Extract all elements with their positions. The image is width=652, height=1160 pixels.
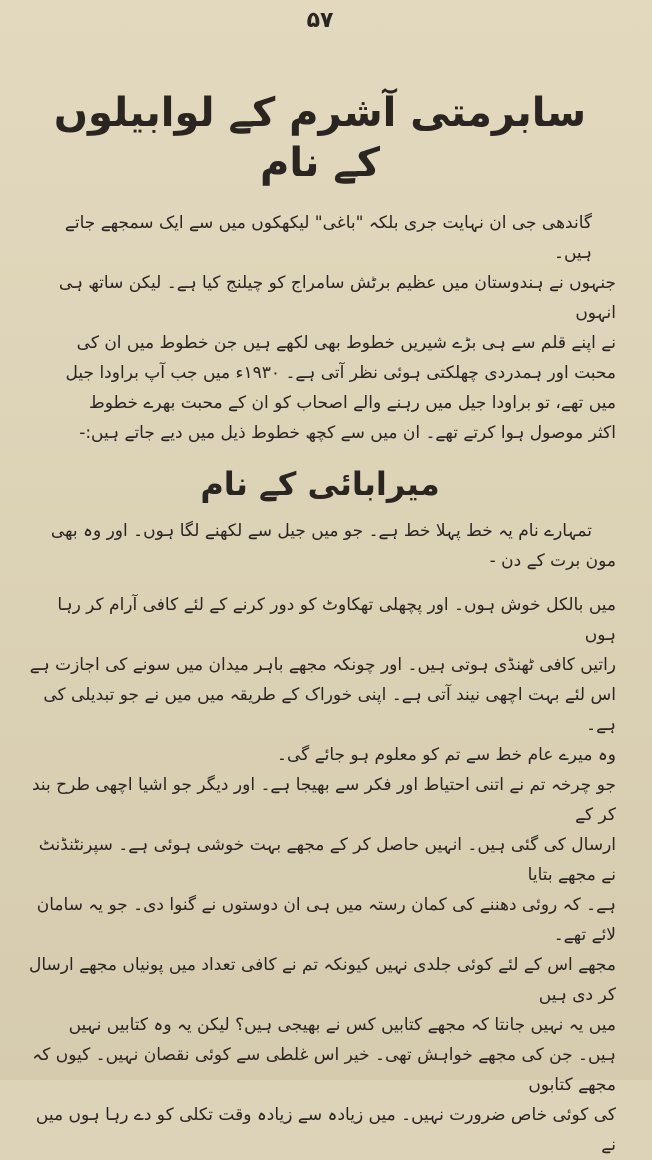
intro-line: نے اپنے قلم سے ہی بڑے شیریں خطوط بھی لکھے ہیں جن خطوط میں ان کی [76, 333, 616, 353]
letter-line: ہے۔ کہ روئی دھننے کی کمان رستہ میں ہی ان دوستوں نے گنوا دی۔ جو یہ سامان لائے تھے۔ [36, 895, 616, 945]
intro-line: اکثر موصول ہوا کرتے تھے۔ ان میں سے کچھ خطوط ذیل میں دیے جاتے ہیں:- [79, 423, 616, 443]
letter-line: میں بالکل خوش ہوں۔ اور پچھلی تھکاوٹ کو دور کرنے کے لئے کافی آرام کر رہا ہوں [57, 595, 616, 645]
letter-heading: میرابائی کے نام [200, 465, 440, 503]
letter-line: ہیں۔ جن کی مجھے خواہش تھی۔ خیر اس غلطی سے کوئی نقصان نہیں۔ کیوں کہ مجھے کتابوں [32, 1045, 616, 1095]
letter-line: مجھے اس کے لئے کوئی جلدی نہیں کیونکہ تم نے کافی تعداد میں پونیاں مجھے ارسال کر دی ہیں [29, 955, 616, 1005]
letter-body [24, 516, 616, 1160]
intro-line: گاندھی جی ان نہایت جری بلکہ "باغی" لیکھکوں میں سے ایک سمجھے جاتے ہیں۔ [64, 213, 592, 263]
letter-line: مون برت کے دن - [489, 551, 616, 571]
intro-line: میں تھے، تو براودا جیل میں رہنے والے اصحاب کو ان کے محبت بھرے خطوط [89, 393, 616, 413]
letter-line: کی کوئی خاص ضرورت نہیں۔ میں زیادہ سے زیادہ وقت تکلی کو دے رہا ہوں میں نے [35, 1105, 616, 1155]
letter-line: اس لئے بہت اچھی نیند آتی ہے۔ اپنی خوراک کے طریقہ میں میں نے جو تبدیلی کی ہے۔ [43, 685, 616, 735]
intro-paragraph [24, 208, 616, 448]
letter-line: ارسال کی گئی ہیں۔ انہیں حاصل کر کے مجھے بہت خوشی ہوئی ہے۔ سپرنٹنڈنٹ نے مجھے بتایا [38, 835, 616, 885]
intro-line: محبت اور ہمدردی چھلکتی ہوئی نظر آتی ہے۔ ۱۹۳۰ء میں جب آپ براودا جیل [65, 363, 616, 383]
letter-line: جو چرخہ تم نے اتنی احتیاط اور فکر سے بھیجا ہے۔ اور دیگر جو اشیا اچھی طرح بند کر کے [31, 775, 616, 825]
page-number: ۵۷ [306, 8, 334, 33]
letter-line: راتیں کافی ٹھنڈی ہوتی ہیں۔ اور چونکہ مجھے باہر میدان میں سونے کی اجازت ہے [29, 655, 616, 675]
page-title: سابرمتی آشرم کے لوابیلوں کے نام [53, 90, 587, 186]
letter-line: تمہارے نام یہ خط پہلا خط ہے۔ جو میں جیل سے لکھنے لگا ہوں۔ اور وہ بھی [50, 521, 592, 541]
letter-line: وہ میرے عام خط سے تم کو معلوم ہو جائے گی۔ [277, 745, 616, 765]
letter-line: میں یہ نہیں جانتا کہ مجھے کتابیں کس نے بھیجی ہیں؟ لیکن یہ وہ کتابیں نہیں [68, 1015, 616, 1035]
intro-line: جنہوں نے ہندوستان میں عظیم برٹش سامراج کو چیلنج کیا ہے۔ لیکن ساتھ ہی انہوں [58, 273, 616, 323]
